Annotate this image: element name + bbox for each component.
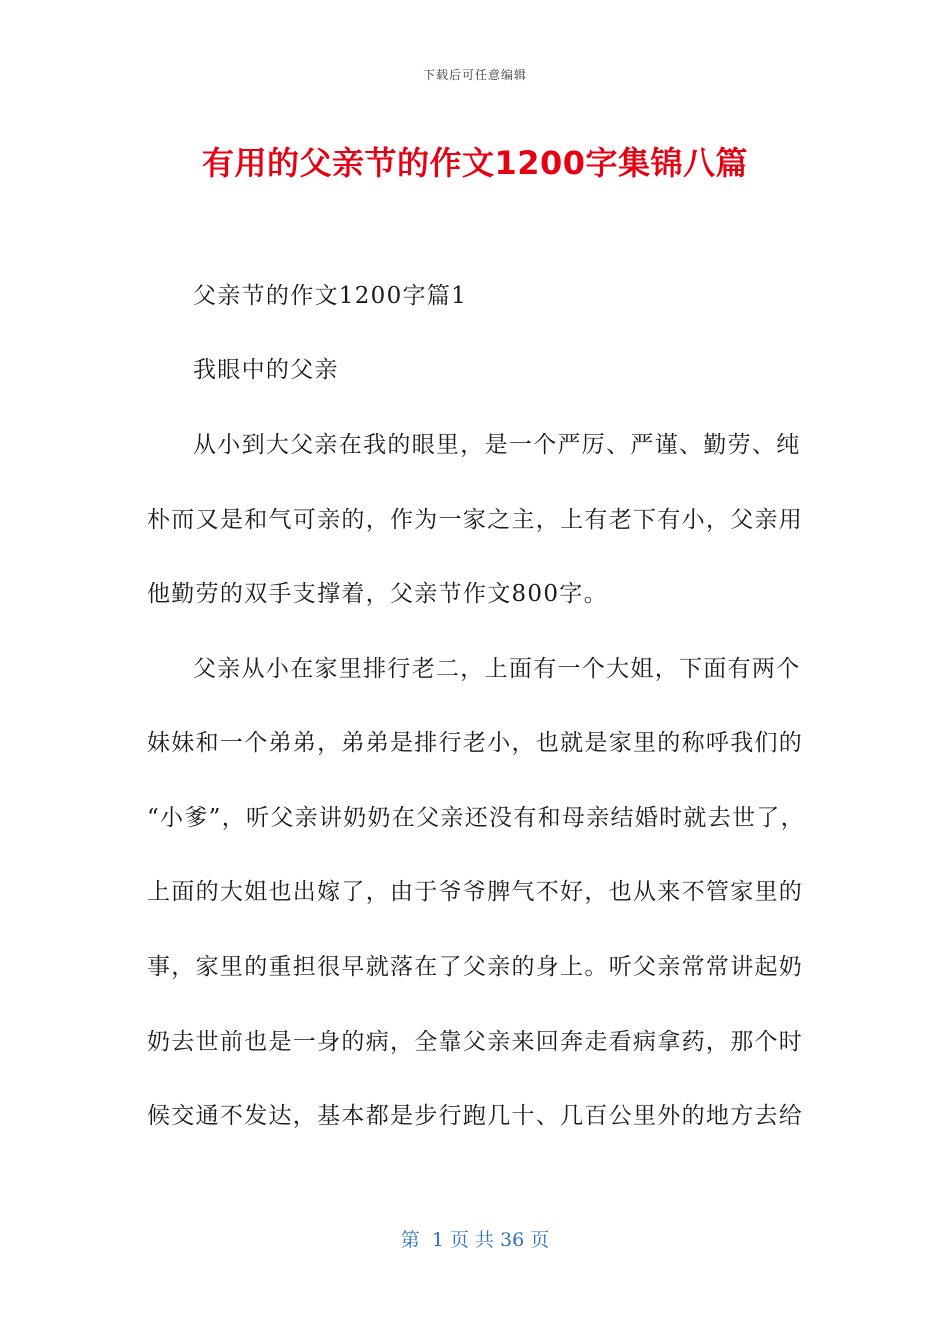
page-number-footer: 第 1 页 共 36 页 <box>400 1229 550 1251</box>
paragraph-line: 奶去世前也是一身的病，全靠父亲来回奔走看病拿药，那个时 <box>147 1029 804 1055</box>
paragraph-line: 上面的大姐也出嫁了，由于爷爷脾气不好，也从来不管家里的 <box>147 879 804 905</box>
section-heading: 父亲节的作文1200字篇1 <box>193 283 468 309</box>
paragraph-line: 朴而又是和气可亲的，作为一家之主，上有老下有小，父亲用 <box>147 507 804 533</box>
paragraph-line: 父亲从小在家里排行老二，上面有一个大姐，下面有两个 <box>193 656 801 682</box>
paragraph-line: 事，家里的重担很早就落在了父亲的身上。听父亲常常讲起奶 <box>147 954 804 980</box>
paragraph-line: 从小到大父亲在我的眼里，是一个严厉、严谨、勤劳、纯 <box>193 432 801 458</box>
paragraph-line: 他勤劳的双手支撑着，父亲节作文800字。 <box>147 581 608 607</box>
page-header-note: 下载后可任意编辑 <box>422 68 527 82</box>
paragraph-line: “小爹”，听父亲讲奶奶在父亲还没有和母亲结婚时就去世了， <box>147 805 805 831</box>
paragraph-line: 候交通不发达，基本都是步行跑几十、几百公里外的地方去给 <box>147 1103 804 1129</box>
paragraph-line: 妹妹和一个弟弟，弟弟是排行老小，也就是家里的称呼我们的 <box>147 730 804 756</box>
essay-subtitle: 我眼中的父亲 <box>193 357 339 383</box>
document-title: 有用的父亲节的作文1200字集锦八篇 <box>201 144 749 182</box>
